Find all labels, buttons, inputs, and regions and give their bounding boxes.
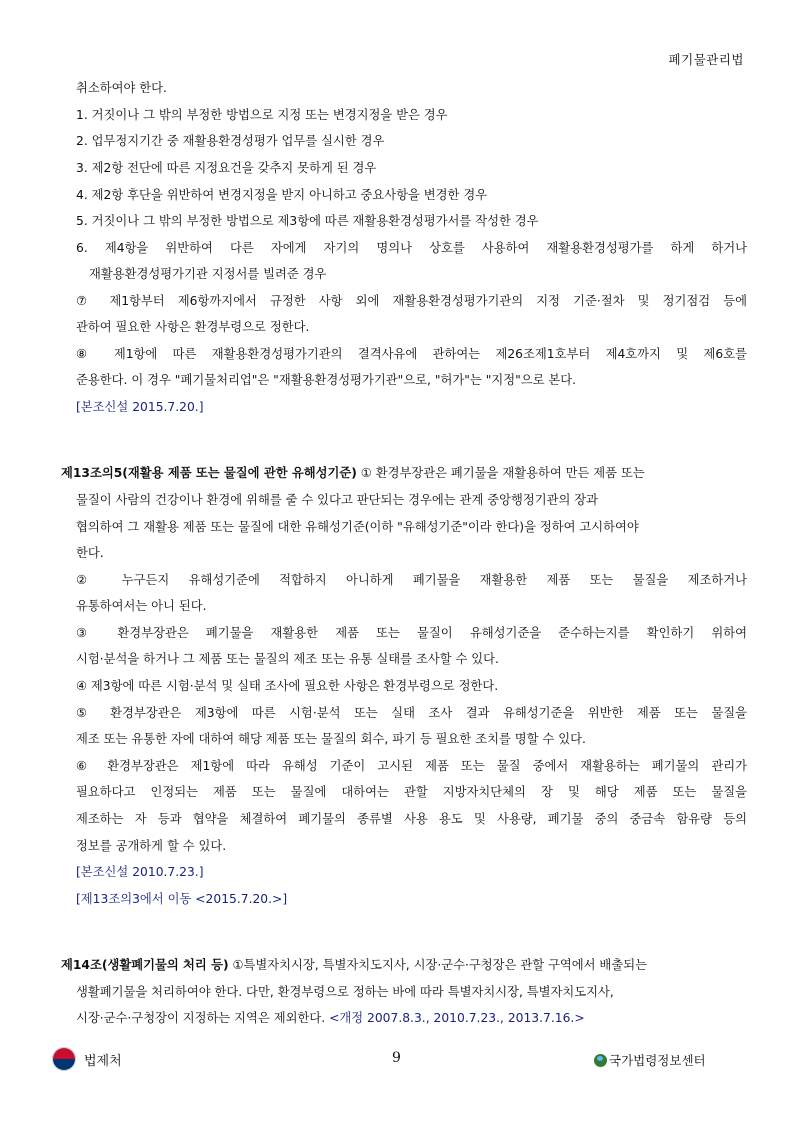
article-13-5-title: 제13조의5(재활용 제품 또는 물질에 관한 유해성기준)	[61, 466, 357, 480]
paragraph-7-continuation: 관하여 필요한 사항은 환경부령으로 정한다.	[76, 320, 310, 334]
list-item-continuation: 재활용환경성평가기관 지정서를 빌려준 경우	[89, 267, 327, 281]
paragraph-8: ⑧ 제1항에 따른 재활용환경성평가기관의 결격사유에 관하여는 제26조제1호부터 제4호까지 및 제6호를	[76, 347, 747, 361]
article-14-first-line	[61, 956, 647, 974]
list-item: 5. 거짓이나 그 밖의 부정한 방법으로 제3항에 따른 재활용환경성평가서를 작성한 경우	[76, 214, 539, 228]
footer-center-label: 국가법령정보센터	[609, 1053, 706, 1068]
article-13-5-paragraph-1: ① 환경부장관은 폐기물을 재활용하여 만든 제품 또는	[356, 466, 645, 480]
page-number: 9	[392, 1050, 401, 1066]
body-line: 한다.	[76, 546, 104, 560]
body-line: 협의하여 그 재활용 제품 또는 물질에 대한 유해성기준(이하 "유해성기준"이라 한다)을 정하여 고시하여야	[76, 520, 639, 534]
paragraph-4: ④ 제3항에 따른 시험·분석 및 실태 조사에 필요한 사항은 환경부령으로 정한다.	[76, 679, 499, 693]
paragraph-3: ③ 환경부장관은 폐기물을 재활용한 제품 또는 물질이 유해성기준을 준수하는지를 확인하기 위하여	[76, 626, 747, 640]
paragraph-7: ⑦ 제1항부터 제6항까지에서 규정한 사항 외에 재활용환경성평가기관의 지정 기준·절차 및 정기점검 등에	[76, 294, 747, 308]
list-item: 2. 업무정지기간 중 재활용환경성평가 업무를 실시한 경우	[76, 134, 385, 148]
list-item: 3. 제2항 전단에 따른 지정요건을 갖추지 못하게 된 경우	[76, 161, 377, 175]
body-line: 시험·분석을 하거나 그 제품 또는 물질의 제조 또는 유통 실태를 조사할 수 있다.	[76, 652, 499, 666]
list-item: 6. 제4항을 위반하여 다른 자에게 자기의 명의나 상호를 사용하여 재활용환경성평가를 하게 하거나	[76, 241, 747, 255]
amendment-note: <개정 2007.8.3., 2010.7.23., 2013.7.16.>	[329, 1011, 585, 1025]
body-line: 유통하여서는 아니 된다.	[76, 599, 207, 613]
article-14-line-3: 시장·군수·구청장이 지정하는 지역은 제외한다.	[76, 1011, 330, 1025]
body-line: 제조 또는 유통한 자에 대하여 해당 제품 또는 물질의 회수, 파기 등 필요한 조치를 명할 수 있다.	[76, 732, 586, 746]
document-header-title: 폐기물관리법	[668, 52, 744, 67]
body-line	[76, 1009, 585, 1027]
paragraph-8-continuation: 준용한다. 이 경우 "폐기물처리업"은 "재활용환경성평가기관"으로, "허가"는 "지정"으로 본다.	[76, 373, 577, 387]
amendment-note: [제13조의3에서 이동 <2015.7.20.>]	[76, 892, 288, 906]
globe-icon	[594, 1054, 607, 1067]
article-14-title: 제14조(생활폐기물의 처리 등)	[61, 958, 229, 972]
list-item: 1. 거짓이나 그 밖의 부정한 방법으로 지정 또는 변경지정을 받은 경우	[76, 108, 448, 122]
footer-right	[594, 1051, 706, 1069]
paragraph-2: ② 누구든지 유해성기준에 적합하지 아니하게 폐기물을 재활용한 제품 또는 물질을 제조하거나	[76, 573, 747, 587]
article-14-paragraph-1: ①특별자치시장, 특별자치도지사, 시장·군수·구청장은 관할 구역에서 배출되는	[228, 958, 647, 972]
amendment-note: [본조신설 2010.7.23.]	[76, 865, 204, 879]
article-13-5-first-line	[61, 464, 645, 482]
body-line: 생활폐기물을 처리하여야 한다. 다만, 환경부령으로 정하는 바에 따라 특별자치시장, 특별자치도지사,	[76, 985, 614, 999]
body-line: 제조하는 자 등과 협약을 체결하여 폐기물의 종류별 사용 용도 및 사용량, 폐기물 중의 중금속 함유량 등의	[76, 812, 747, 826]
body-line: 필요하다고 인정되는 제품 또는 물질에 대하여는 관할 지방자치단체의 장 및 해당 제품 또는 물질을	[76, 785, 747, 799]
body-line: 정보를 공개하게 할 수 있다.	[76, 839, 227, 853]
body-line: 물질이 사람의 건강이나 환경에 위해를 줄 수 있다고 판단되는 경우에는 관계 중앙행정기관의 장과	[76, 493, 599, 507]
footer-org-label: 법제처	[84, 1053, 122, 1069]
body-line: 취소하여야 한다.	[76, 81, 167, 95]
list-item: 4. 제2항 후단을 위반하여 변경지정을 받지 아니하고 중요사항을 변경한 경우	[76, 188, 488, 202]
amendment-note: [본조신설 2015.7.20.]	[76, 400, 204, 414]
paragraph-6: ⑥ 환경부장관은 제1항에 따라 유해성 기준이 고시된 제품 또는 물질 중에서 재활용하는 폐기물의 관리가	[76, 759, 747, 773]
paragraph-5: ⑤ 환경부장관은 제3항에 따른 시험·분석 또는 실태 조사 결과 유해성기준을 위반한 제품 또는 물질을	[76, 706, 747, 720]
